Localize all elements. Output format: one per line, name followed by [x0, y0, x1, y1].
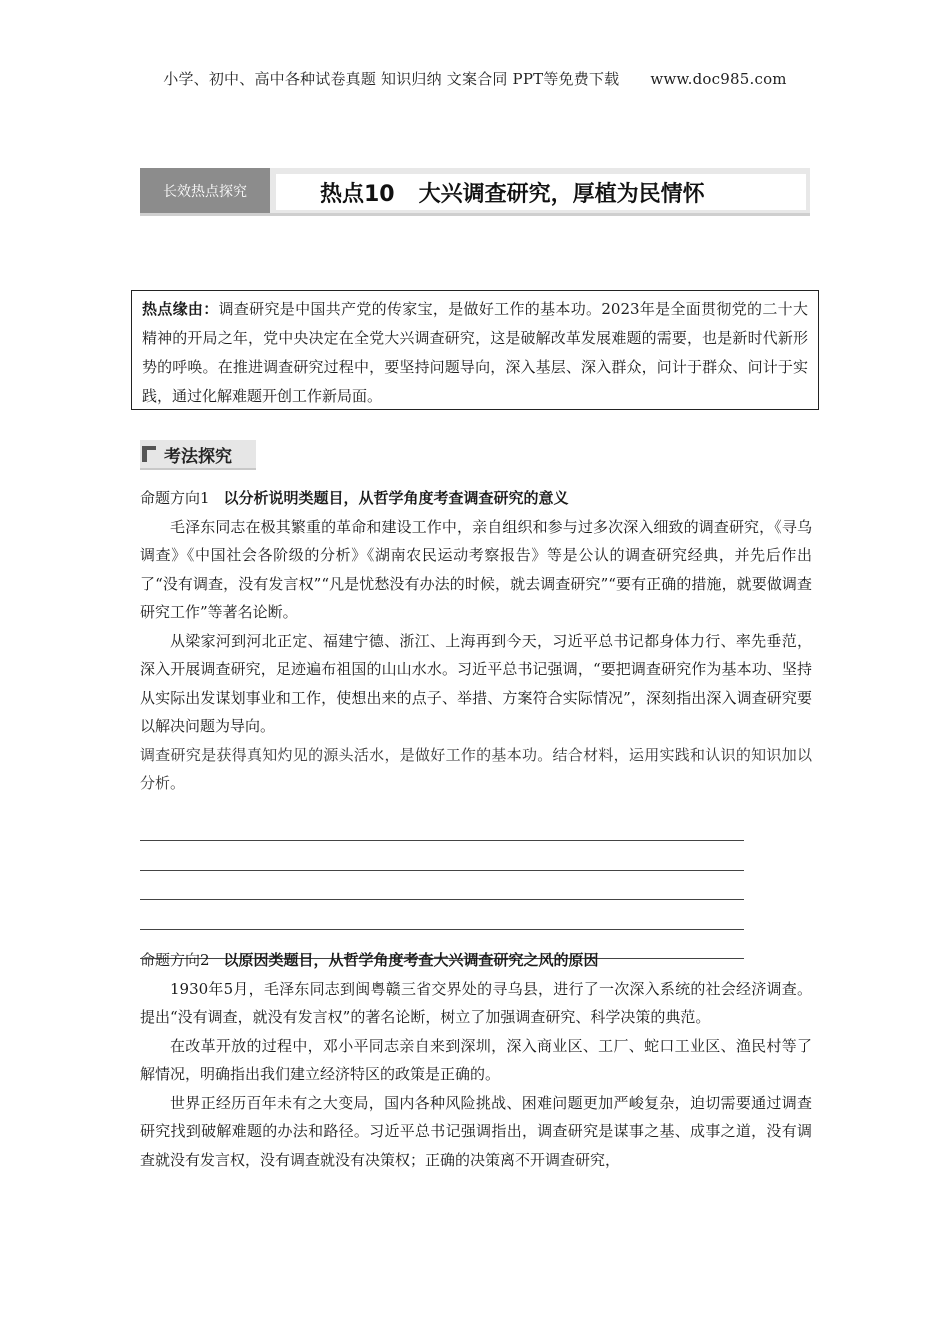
answer-line[interactable]	[140, 871, 744, 901]
direction-2-paragraph: 在改革开放的过程中，邓小平同志亲自来到深圳，深入商业区、工厂、蛇口工业区、渔民村等了解情况，明确指出我们建立经济特区的政策是正确的。	[140, 1036, 812, 1083]
direction-1-title: 以分析说明类题目，从哲学角度考查调查研究的意义	[223, 489, 569, 507]
section-title: 考法探究	[164, 446, 232, 467]
reason-label: 热点缘由：	[142, 300, 219, 318]
direction-1-label: 命题方向1	[140, 489, 210, 507]
banner-text: 小学、初中、高中各种试卷真题 知识归纳 文案合同 PPT等免费下载	[163, 70, 620, 88]
answer-lines	[140, 812, 812, 960]
direction-2-title: 以原因类题目，从哲学角度考查大兴调查研究之风的原因	[223, 951, 599, 969]
hot-topic-tag: 长效热点探究	[140, 168, 270, 213]
direction-2-paragraph: 1930年5月，毛泽东同志到闽粤赣三省交界处的寻乌县，进行了一次深入系统的社会经济调查。提出“没有调查，就没有发言权”的著名论断，树立了加强调查研究、科学决策的典范。	[140, 979, 812, 1026]
direction-1-paragraph: 从梁家河到河北正定、福建宁德、浙江、上海再到今天，习近平总书记都身体力行、率先垂范，深入开展调查研究，足迹遍布祖国的山山水水。习近平总书记强调，“要把调查研究作为基本功、坚持从实际出发谋划事业和工作，使想出来的点子、举措、方案符合实际情况”，深刻指出深入调查研究要以解决问题为导向。	[140, 631, 812, 735]
page-banner	[0, 68, 950, 89]
banner-site-link[interactable]: www.doc985.com	[650, 70, 787, 88]
answer-line[interactable]	[140, 900, 744, 930]
answer-line[interactable]	[140, 812, 744, 842]
reason-text: 调查研究是中国共产党的传家宝，是做好工作的基本功。2023年是全面贯彻党的二十大精神的开局之年，党中央决定在全党大兴调查研究，这是破解改革发展难题的需要，也是新时代新形势的呼唤。在推进调查研究过程中，要坚持问题导向，深入基层、深入群众，问计于群众、问计于实践，通过化解难题开创工作新局面。	[142, 300, 808, 405]
section-bar-icon	[142, 446, 156, 462]
direction-1-paragraph: 毛泽东同志在极其繁重的革命和建设工作中，亲自组织和参与过多次深入细致的调查研究，《寻乌调查》《中国社会各阶级的分析》《湖南农民运动考察报告》等是公认的调查研究经典，并先后作出了“没有调查，没有发言权”“凡是忧愁没有办法的时候，就去调查研究”“要有正确的措施，就要做调查研究工作”等著名论断。	[140, 517, 812, 621]
reason-box	[131, 290, 819, 410]
hot-topic-title	[276, 174, 806, 210]
direction-2-heading	[140, 946, 812, 975]
direction-2-label: 命题方向2	[140, 951, 210, 969]
hot-topic-number: 热点10	[320, 181, 395, 207]
direction-2-paragraph: 世界正经历百年未有之大变局，国内各种风险挑战、困难问题更加严峻复杂，迫切需要通过调查研究找到破解难题的办法和路径。习近平总书记强调指出，调查研究是谋事之基、成事之道，没有调查就没有发言权，没有调查就没有决策权；正确的决策离不开调查研究，	[140, 1093, 812, 1169]
section-heading	[140, 440, 256, 470]
direction-1-heading	[140, 484, 812, 513]
direction-1-question: 调查研究是获得真知灼见的源头活水，是做好工作的基本功。结合材料，运用实践和认识的知识加以分析。	[140, 745, 812, 792]
direction-1-block	[140, 484, 812, 959]
hot-topic-header	[140, 168, 810, 216]
hot-topic-title-text: 大兴调查研究，厚植为民情怀	[418, 181, 705, 207]
direction-2-block	[140, 946, 812, 1174]
answer-line[interactable]	[140, 841, 744, 871]
